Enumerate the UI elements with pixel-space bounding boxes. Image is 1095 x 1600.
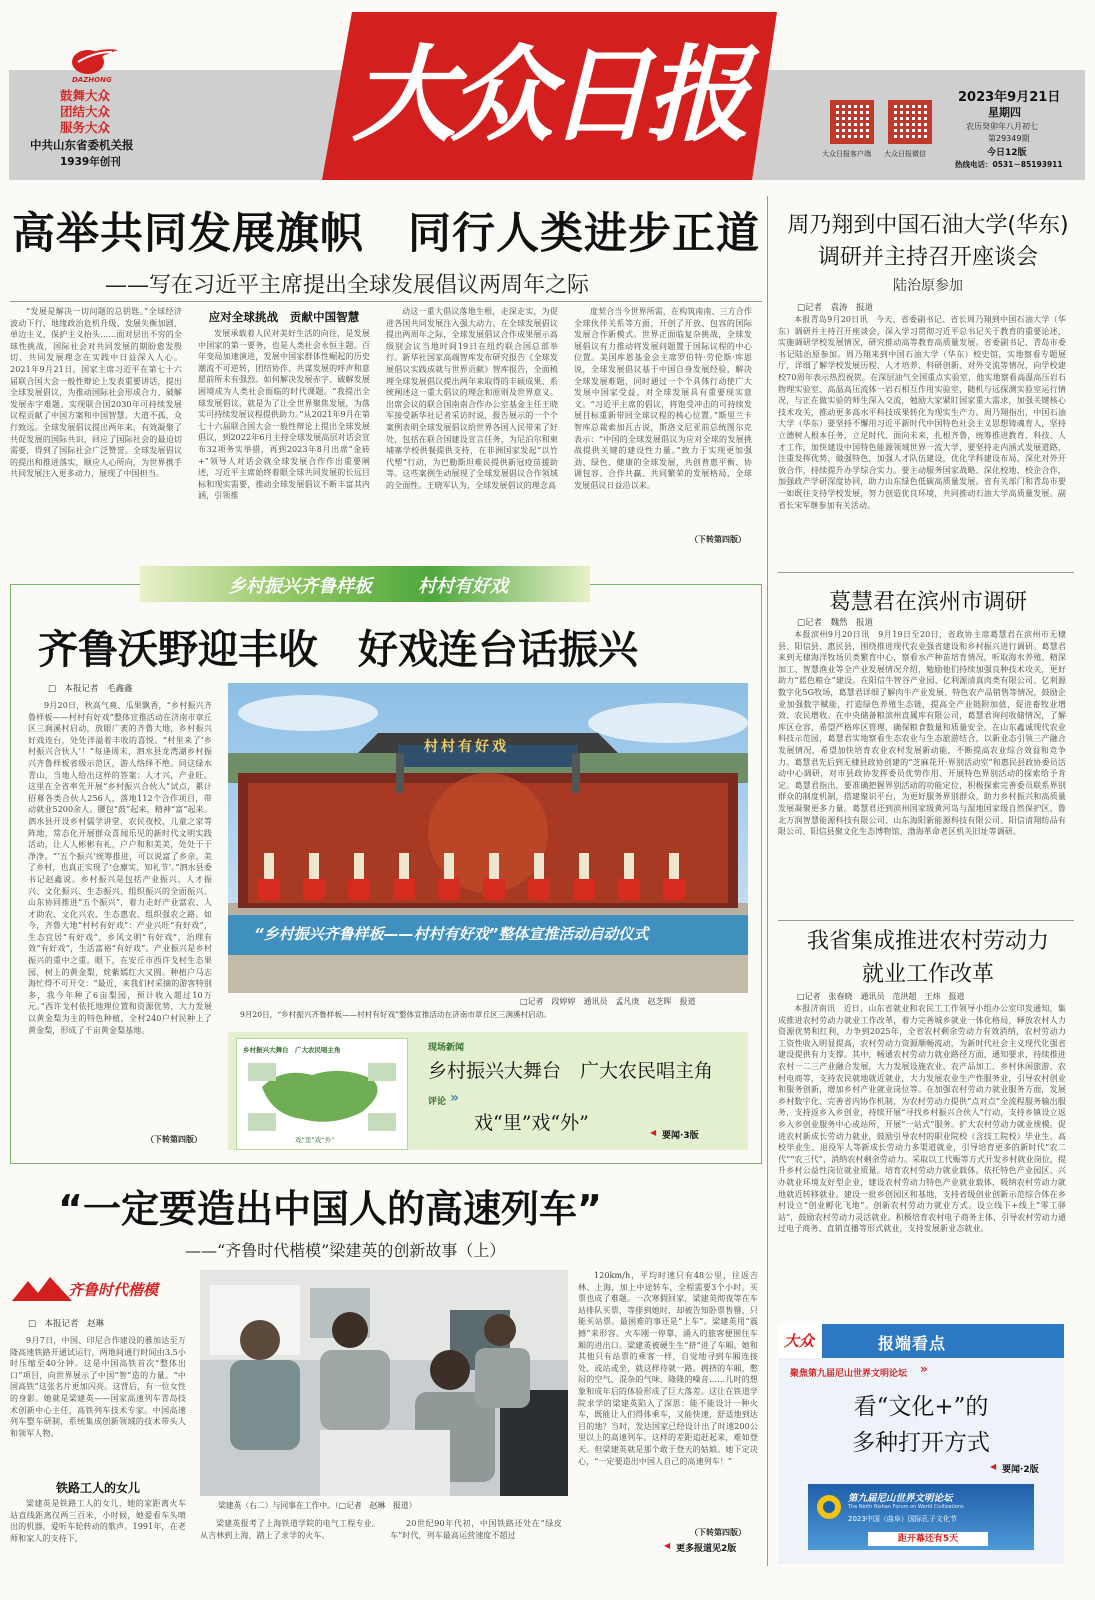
promo-page-ref[interactable]: 要闻·3版 <box>662 1131 699 1141</box>
rural-headline: 齐鲁沃野迎丰收 好戏连台话振兴 <box>38 627 638 673</box>
lead-subhead: ——写在习近平主席提出全球发展倡议两周年之际 <box>105 273 590 298</box>
lead-divider <box>10 301 762 302</box>
logo-brand: DAZHONG <box>72 76 112 84</box>
labor-byline: □记者 张春晓 通讯员 范洪超 王炜 报道 <box>797 992 965 1001</box>
train-below-photo-text: 梁建英报考了上海铁道学院的电气工程专业。从吉林到上海，踏上了求学的火车。 <box>200 1519 380 1540</box>
photo-caption: 9月20日，“乡村振兴齐鲁样板——村村有好戏”整体宣推活动在济南市章丘区三涧溪村启动。 <box>240 1010 551 1019</box>
train-body-2 <box>10 1498 186 1560</box>
qr-code-app[interactable] <box>830 100 874 144</box>
era-model-logo-text: 齐鲁时代楷模 <box>68 1281 159 1299</box>
reading-pointer-icon: ◀ <box>990 1462 997 1471</box>
forum-banner-title: 第九届尼山世界文明论坛 <box>848 1493 953 1504</box>
train-subhead-2: 铁路工人的女儿 <box>55 1481 140 1495</box>
promo-headline-comment[interactable]: 戏“里”戏“外” <box>474 1112 589 1134</box>
rural-banner-b: 村村有好戏 <box>418 576 508 597</box>
forum-countdown: 距开幕还有5天 <box>868 1532 988 1546</box>
reading-headline-1[interactable]: 看“文化+”的 <box>853 1394 989 1420</box>
reading-topic: 聚焦第九届尼山世界文明论坛 <box>790 1369 908 1379</box>
labor-text: 本报济南讯 近日，山东省就业和农民工工作领导小组办公室印发通知，集成推进农村劳动力就业工作改革，着力完善城乡就业一体化格局，释放农村人力资源优势和红利，力争到2025年，全省农村剩余劳动力有效消纳，农村劳动力工资性收入明显提高，农村劳动力资源顺畅流动，为新时代社会主义现代化强省建设提供有力支撑。其中，畅通农村劳动力就业路径方面，通知要求，持续推进农村一二三产业融合发展，大力发展设施农业、农产品加工、乡村休闲旅游、农村电商等，支持农民就地就近就业，大力发展农业生产性服务业，引导农村创业和服务创新，增加乡村产业就业岗位等。在加强农村劳动力就业服务方面，发展乡村数字化、完善省内协作机制，为农村劳动力提供“点对点”全流程服务输出服务，支持返乡入乡创业，持续开展“寻找乡村振兴合伙人”行动，支持乡镇设立返乡入乡创业服务中心或站所，开展“一站式”服务。扩大农村劳动力就业规模。促进农村新成长劳动力就业，鼓励引导农村的职业院校（含技工院校）毕业生、高校毕业生、退役军人等新成长劳动力多渠道就业，引导培育更多的新时代“农二代”“农三代”，消纳农村剩余劳动力。采取以工代赈等方式开发乡村就业岗位，提升乡村公益性岗位就业质量。培育农村劳动力就业载体。依托特色产业园区、兴办就业环境友好型企业，建设农村劳动力特色产业就业载体，吸纳农村劳动力就地就近转移就业。建设一批乡创园区和基地，支持省级创业创新示范综合体在乡村设立“创业孵化飞地”。创新农村劳动力就业方式。设立线下+线上“零工驿站”，鼓励农村劳动力灵活就业。积极培育农村电子商务主体，引导农村劳动力通过电子商务、直销直播等形式就业，支持发展新业态就业。 <box>778 1004 1066 1234</box>
train-text-4: 20世纪90年代初，中国铁路还处在“绿皮车”时代，列车最高运营速度不超过 <box>390 1519 562 1540</box>
era-model-logo <box>12 1275 182 1305</box>
lead-column-2 <box>198 306 370 548</box>
right-mid-headline: 葛慧君在滨州市调研 <box>828 590 1027 615</box>
page-count: 今日12版 <box>987 148 1027 158</box>
train-body-1 <box>10 1335 186 1471</box>
qr1-label: 大众日报客户端 <box>822 150 871 158</box>
right-top-headline-2: 调研并主持召开座谈会 <box>817 245 1038 270</box>
lead-column-1 <box>10 306 182 548</box>
right-mid-text: 本报滨州9月20日讯 9月19日至20日，省政协主席葛慧君在滨州市无棣县、阳信县、惠民县，围绕推进现代农业强省建设和乡村振兴进行调研。葛慧君来到无棣海洋牧场贝类繁育中心，察看水产种苗培育情况，听取海水养殖、精深加工、智慧渔业等全产业发展情况介绍，勉励他们持续加强良种技术攻关，更好助力“蓝色粮仓”建设。在阳信牛智谷产业园、亿利源清真肉类有限公司、亿利源数字化5G牧场，葛慧君详细了解肉牛产业发展、特色农产品销售等情况，鼓励企业加强数字赋能，打造绿色养殖生态链，提高全产业链附加值，促进畜牧业增效、农民增收。在中央储备粮滨州直属库有限公司，葛慧君询问收储情况，了解库区仓容、希望严格库区管理，确保粮食数量和质量安全。在山东鑫诚现代农业科技示范园，葛慧君实地察看生态农业与生态旅游结合，以新业态引领三产融合发展情况，希望加快培育农业农村发展新动能，不断提高农业综合效益和竞争力。葛慧君先后到无棣县政协创建的“芝麻花开·界别活动室”和惠民县政协委员活动中心调研，对市县政协发挥委员优势作用、开展特色界别活动的探索给予肯定。葛慧君指出，要准确把握界别活动的功能定位，积极探索完善委员联系界别群众的制度机制，搭建聚识平台，为更好服务界别群众、助力乡村振兴和高质量发展凝聚更多力量。葛慧君还到滨州国家级黄河岛与湿地国家级自然保护区、鲁北万润智慧能源科技有限公司、山东海阳新能源科技有限公司、阳信清翔纺品有限公司、阳信县聚文化生态博物馆、渤海革命老区机关旧址等调研。 <box>778 630 1066 837</box>
promo-tag-news: 现场新闻 <box>428 1043 465 1053</box>
hotline: 热线电话：0531－85193911 <box>955 160 1063 169</box>
slogan-2: 团结大众 <box>60 104 111 119</box>
reading-logo-text: 大众 <box>784 1332 815 1350</box>
right-mid-byline: □记者 魏然 报道 <box>797 618 874 628</box>
right-top-subhead: 陆治原参加 <box>893 278 963 294</box>
founded: 1939年创刊 <box>60 156 121 168</box>
train-text-1: 9月7日，中国、印尼合作建设的雅加达至万隆高速铁路开通试运行，两地间通行时间由3.5小时压缩至40分钟。这是中国高铁首次“整体出口”项目，向世界展示了中国“智”造的力量。“中国高铁”这张名片更加闪亮。这背后，有一位女性的身影。她就是梁建英——国家高速列车青岛技术创新中心主任，高铁列车技术专家。中国高速列车整车研制，系统集成创新领域的技术带头人和领军人物。 <box>10 1336 186 1438</box>
train-body-4 <box>390 1518 562 1560</box>
train-office-photo <box>200 1270 568 1496</box>
reading-page-ref[interactable]: 要闻·2版 <box>1002 1465 1039 1475</box>
forum-banner-sub: 2023中国（曲阜）国际孔子文化节 <box>848 1515 957 1523</box>
lead-col4-text: 度契合当今世界所需，在构筑南南、三方合作全球伙伴关系等方面，开创了开放、包容的国际发展合作新模式。世界正面临复杂挑战，全球发展倡议有力推动将发展问题置于国际议程的中心位置。美国库恩基金会主席罗伯特·劳伦斯·库恩说，全球发展倡议基于中国自身发展经验，解决全球发展难题，同时通过一个个具体行动使广大发展中国家受益，对全球发展具有重要现实意义。“习近平主席的倡议，将饱受冲击的可持续发展目标重新带回全球议程的核心位置。”斯里兰卡智库总裁索加瓦古说，斯洛文尼亚前总统图尔克表示：“中国的全球发展倡议为应对全球的发展挑战提供关键的建设性力量。”致力于实现更加强劲、绿色、健康的全球发展，共创普惠平衡、协调包容、合作共赢、共同繁荣的发展格局，全球发展倡议日益沿以来。 <box>574 307 752 490</box>
train-jump[interactable]: （下转第四版） <box>690 1527 746 1537</box>
reading-headline-2[interactable]: 多种打开方式 <box>852 1430 990 1456</box>
rural-jump[interactable]: （下转第四版） <box>146 1134 202 1144</box>
promo-tag-comment: 评论 <box>428 1097 447 1107</box>
reading-title: 报端看点 <box>878 1334 947 1353</box>
lead-col1-text: “发展是解决一切问题的总钥匙。”全球经济波动下行、地缘政治危机升级、发展失衡加剧、单边主义、保护主义抬头……面对层出不穷的全球性挑战，国际社会对共同发展的期盼愈发殷切、共同发展理念在实践中日益深入人心。2021年9月21日，国家主席习近平在第七十六届联合国大会一般性辩论上发表重要讲话，提出全球发展倡议，为推动国际社会形成合力、破解发展赤字难题、实现联合国2030年可持续发展议程贡献了中国方案和中国智慧。大道不孤，众行致远。全球发展倡议提出两年来，有效凝聚了共促发展的国际共识，回应了国际社会的最迫切需要，得到了国际社会广泛赞誉。全球发展倡议的提出和推进落实，顺应人心所向，为世界携手共同发展注入更多动力，展现了中国担当。 <box>10 307 182 479</box>
dazhong-logo <box>68 44 120 76</box>
lead-headline: 高举共同发展旗帜 同行人类进步正道 <box>12 209 760 259</box>
right-top-divider <box>778 572 1074 573</box>
masthead <box>0 0 1095 190</box>
train-byline: □ 本报记者 赵琳 <box>28 1319 105 1329</box>
lead-column-3 <box>386 306 558 548</box>
promo-pointer-icon: ◀ <box>650 1128 657 1137</box>
lead-jump[interactable]: （下转第四版） <box>690 534 746 544</box>
lead-col2-heading: 应对全球挑战 贡献中国智慧 <box>208 310 360 324</box>
issue-number: 第29349期 <box>988 134 1030 143</box>
right-top-text: 本报青岛9月20日讯 今天，省委副书记、省长周乃翔到中国石油大学（华东）调研并主持召开座谈会，深入学习贯彻习近平总书记关于教育的重要论述，实施调研学校发展情况，研究推动高等教育高质量发展。省委副书记、青岛市委书记陆治原参加。周乃翔来到中国石油大学（华东）校史馆，实地察看专题展厅，详细了解学校发展历程、人才培养、科研创新、对外交流等情况，向学校建校70周年表示热烈祝贺。在深层油气全国重点实验室，他实地察看高温高压岩石物理实验室、高温高压流体一岩石相互作用实验室，随机与远探测实验室运行情况，与正在做实验的师生深入交流，勉励大家紧盯国家重大需求，加强关键核心技术攻关，推动更多高水平科技成果转化为现实生产力。周乃翔指出，中国石油大学（华东）要坚持不懈用习近平新时代中国特色社会主义思想铸魂育人，坚持立德树人根本任务，立足时代、面向未来，扎根齐鲁，统筹推进教育、科技、人才工作，加快建设中国特色能源领域世界一流大学，要坚持走内涵式发展道路，注重发挥优势、做强特色，加强人才队伍建设，优化学科建设布局，深化对外开放合作，持续提升办学综合实力。要主动服务国家战略、深化校地、校企合作，加强政产学研深度协同，助力山东绿色低碳高质量发展。省有关部门和青岛市要一如既往支持学校发展，努力创造优良环境，共同推动石油大学高质量发展。副省长宋军继参加有关活动。 <box>778 315 1066 510</box>
train-text-3: 120km/h，平均时速只有48公里，往返吉林、上海，加上中途转车，全程需要3个小时。买票也成了难题。一次寒假回家，梁建英彻夜等在车站排队买票，等排到她时，却被告知卧票售罄，只能买站票。最困难的事还是“上车”。梁建英用“震撼”来形容。火车刚一停靠，涌入的旅客便围住车厢的进出口。梁建英被硬生生“挤”进了车厢。她和其他只有站票的乘客一样，自觉地寻到车厢连接处、或站或坐，就这样待就一路。拥挤的车厢，憋闷的空气、混杂的气味、隆隆的噪音……儿时的想象和成年后的体验形成了巨大落差。这让在铁道学院求学的梁建英陷入了深思：能不能设计一种火车，既能让人们得体乘车，又能快速，舒适地到达目的地？当时，发达国家已经设计出了时速200公里以上的高速列车。这样的差距追赶起来，难如登天。但梁建英就是那个敢于登天的姑娘。她下定决心，“一定要造出中国人自己的高速列车！” <box>578 1271 758 1466</box>
right-mid-divider <box>778 920 1074 921</box>
train-headline: “一定要造出中国人的高速列车” <box>58 1187 602 1231</box>
right-mid-body <box>778 629 1066 913</box>
train-more-link[interactable]: 更多报道见2版 <box>676 1544 737 1554</box>
reading-logo <box>778 1324 822 1358</box>
forum-banner[interactable] <box>808 1484 1034 1550</box>
slogan-3: 服务大众 <box>60 120 111 135</box>
rural-body <box>28 700 212 1130</box>
right-top-byline: □记者 袁涛 报道 <box>797 303 874 313</box>
photo-credit: □记者 段婷婷 通讯员 孟凡庚 赵芝晖 报道 <box>520 997 696 1006</box>
promo-thumbnail <box>236 1038 408 1150</box>
page-column-rule <box>767 196 768 1566</box>
promo-thumbnail-title: 乡村振兴大舞台 广大农民唱主角 <box>243 1046 341 1054</box>
train-body-3 <box>578 1270 758 1512</box>
labor-headline-1: 我省集成推进农村劳动力 <box>806 929 1049 954</box>
lead-column-4 <box>574 306 752 536</box>
lead-col3-text: 动这一重大倡议落地生根，走深走实，为促进各国共同发展注入强大动力。在全球发展倡议提出两周年之际，全球发展倡议合作成果展示高级别会议当地时间19日在纽约联合国总部举行。新华社国家高端智库发布研究报告《全球发展倡议实践成就与世界贡献》智库报告，全面梳理全球发展倡议提出两年来取得的丰硕成果、系统阐述这一重大倡议的理念和原则及世界意义。出席会议的联合国南南合作办公室基金主任王晓军接受新华社记者采访时说，报告展示的一个个案例表明全球发展倡议给世界各国人民带来了好处，包括在联合国建设宣言任务，为尼泊尔和柬埔寨学校供餐提供支持，在非洲国家发起“以竹代塑”行动，为巴勒斯坦难民提供新冠疫苗援助等。这些案例生动展现了全球发展倡议合作领域的全面性。王晓军认为，全球发展倡议的理念高 <box>386 307 558 490</box>
qr-code-wechat[interactable] <box>888 100 932 144</box>
labor-headline-2: 就业工作改革 <box>861 962 994 987</box>
slogan-1: 鼓舞大众 <box>60 88 111 103</box>
issue-date: 2023年9月21日 <box>958 90 1061 105</box>
reading-topic-arrow: » <box>920 1362 928 1376</box>
publisher: 中共山东省委机关报 <box>30 138 134 152</box>
promo-arrow-icon: » <box>450 1090 460 1106</box>
forum-banner-en: The Ninth Nishan Forum on World Civilizations <box>848 1504 964 1510</box>
photo-banner-text: “乡村振兴齐鲁样板——村村有好戏”整体宣推活动启动仪式 <box>254 925 649 943</box>
rural-body-text: 9月20日，秋高气爽、瓜果飘香，“乡村振兴齐鲁样板——村村有好戏”整体宣推活动在济南市章丘区三涧溪村启动，放眼广袤的齐鲁大地，乡村振兴好戏连台，处处洋溢着丰收的喜悦。“村里来了‘乡村振兴合伙人’！”每逢周末，泗水县龙湾湖乡村振兴齐鲁样板省级示范区，游人络绎不绝。同这绿水青山，当地人给出这样的答案：人才兴，产业旺。这里在全省率先开展“乡村振兴合伙人”试点，累计招募各类合伙人256人，落地112个合作项目，带动就业5200余人。腰包“鼓”起来，精神“富”起来。泗水县开设乡村儒学讲堂，农民夜校、儿童之家等阵地，常态化开展群众喜闻乐见的新时代文明实践活动，让人人彬彬有礼，户户和和美美，处处干干净净。“‘五个振兴’统筹推进，可以说富了乡亲，美了乡村，也真正实现了‘仓廪实、知礼节’。”泗水县委书记赵鑫说。乡村振兴是包括产业振兴、人才振兴、文化振兴、生态振兴、组织振兴的全面振兴。山东协同推进“五个振兴”，着力走好产业富农、人才助农、文化兴农、生态惠农、组织强农之路。如今，齐鲁大地“村村有好戏”：产业兴旺“有好戏”，生态宜居“有好戏”，乡风文明“有好戏”，治理有效“有好戏”，生活富裕“有好戏”。产业振兴是乡村振兴的重中之重。眼下，在安丘市西许戈村生态果园，树上的黄金梨，姹紫嫣红大又圆。种植户马志海忙得不可开交：“最近，来我们村采摘的游客特别多，我今年种了6亩梨园，预计收入超过10万元。”西许戈村依托地理位置和资源优势，大力发展以黄金梨为主的特色种植，全村240户村民种上了黄金梨，形成了千亩黄金梨基地。 <box>28 701 212 1035</box>
right-top-headline-1: 周乃翔到中国石油大学(华东) <box>787 213 1069 238</box>
qr2-label: 大众日报微信 <box>884 150 926 158</box>
right-top-body <box>778 314 1066 562</box>
promo-headline-news[interactable]: 乡村振兴大舞台 广大农民唱主角 <box>428 1060 714 1082</box>
train-subhead: ——“齐鲁时代楷模”梁建英的创新故事（上） <box>185 1241 506 1260</box>
title-block <box>322 12 777 180</box>
lead-col2-text: 发展承载着人民对美好生活的向往，是发展中国家的第一要务，也是人类社会永恒主题。百年变局加速演进，发展中国家群体性崛起的历史潮流不可逆转，团结协作、共谋发展的呼声和意愿前所未有强烈。如何解决发展赤字、破解发展困境成为人类社会面临的时代课题。“我提出全球发展倡议，就是为了让全世界聚焦发展，为落实可持续发展议程提供助力。”从2021年9月在第七十六届联合国大会一般性辩论上提出全球发展倡议，到2022年6月主持全球发展高层对话会宣布32项务实举措，再到2023年8月出席“金砖+”领导人对话会就全球发展合作作出重要阐述，习近平主席始终着眼全球共同发展的长远目标和现实需要，推动全球发展倡议不断丰富其内涵，引领推 <box>198 329 370 501</box>
train-photo-caption: 梁建英（右二）与同事在工作中。（□记者 赵琳 报道） <box>218 1501 417 1510</box>
rural-festival-photo <box>228 683 748 993</box>
rural-banner-a: 乡村振兴齐鲁样板 <box>228 576 372 597</box>
weekday: 星期四 <box>988 106 1021 119</box>
train-below-photo <box>200 1518 380 1560</box>
paper-name: 大众日报 <box>352 33 745 156</box>
photo-sign-text: 村村有好戏 <box>424 739 509 755</box>
promo-thumbnail-sub: 戏“里”戏“外” <box>295 1136 335 1144</box>
labor-body <box>778 1003 1066 1303</box>
train-more-icon: ◀ <box>664 1541 671 1550</box>
train-text-2: 梁建英是铁路工人的女儿，她的家距离火车站直线距离仅两三百米，小时候，她爱看车头喷出的机器，爱听车轮转动的歌声。1991年，在老师和家人的支持下， <box>10 1499 186 1543</box>
lunar-date: 农历癸卯年八月初七 <box>966 122 1038 131</box>
rural-byline: □ 本报记者 毛鑫鑫 <box>48 684 133 694</box>
